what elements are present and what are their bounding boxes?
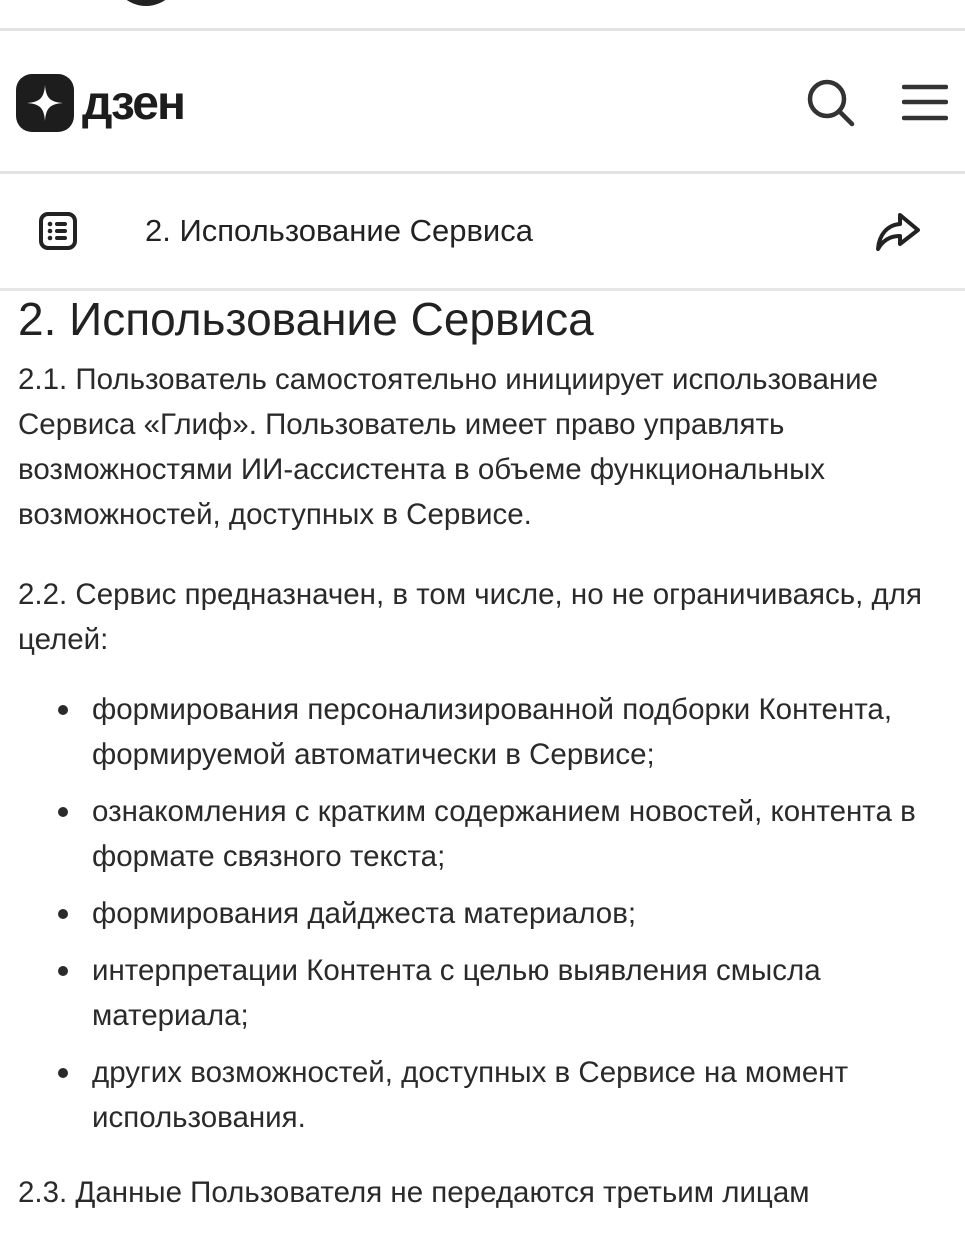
sticky-section-bar xyxy=(0,175,965,291)
hamburger-menu-icon[interactable] xyxy=(902,84,948,129)
list-item: других возможностей, доступных в Сервисе на момент использования. xyxy=(18,1050,953,1140)
list-item: формирования персонализированной подборки Контента, формируемой автоматически в Сервисе; xyxy=(18,687,953,777)
paragraph-2-2: 2.2. Сервис предназначен, в том числе, но не ограничиваясь, для целей: xyxy=(18,578,922,656)
section-title: 2. Использование Сервиса xyxy=(145,213,533,248)
site-header xyxy=(0,32,965,174)
list-item: формирования дайджеста материалов; xyxy=(18,891,953,936)
logo-text: дзен xyxy=(82,76,184,130)
article-content xyxy=(18,293,953,1250)
purpose-list xyxy=(18,687,953,1140)
list-item: ознакомления с кратким содержанием новостей, контента в формате связного текста; xyxy=(18,789,953,879)
avatar[interactable] xyxy=(112,0,180,6)
browser-top-bar xyxy=(0,0,965,31)
dzen-logo[interactable] xyxy=(16,74,184,132)
dzen-star-icon xyxy=(16,74,74,132)
paragraph-2-3: 2.3. Данные Пользователя не передаются третьим лицам xyxy=(18,1176,810,1209)
table-of-contents-icon[interactable] xyxy=(38,211,78,256)
paragraph-2-1: 2.1. Пользователь самостоятельно инициирует использование Сервиса «Глиф». Пользователь имеет право управлять возможностями ИИ-ассистента в объеме функциональных возможностей, доступных в Сервисе. xyxy=(18,363,879,531)
search-icon[interactable] xyxy=(806,78,856,133)
list-item: интерпретации Контента с целью выявления смысла материала; xyxy=(18,948,953,1038)
share-icon[interactable] xyxy=(874,211,922,258)
section-heading: 2. Использование Сервиса xyxy=(18,293,594,345)
